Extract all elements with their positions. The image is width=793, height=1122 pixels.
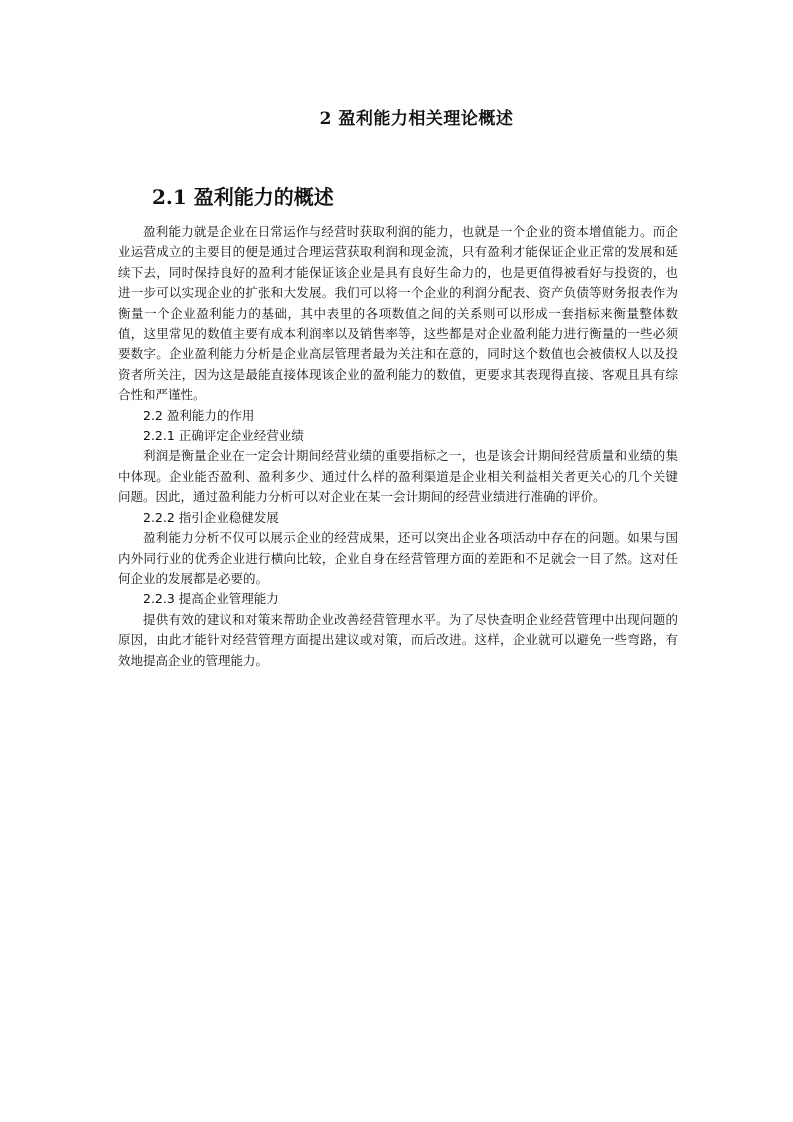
chapter-title: 2 盈利能力相关理论概述 [319, 109, 514, 129]
paragraph-profitability-overview: 盈利能力就是企业在日常运作与经营时获取利润的能力，也就是一个企业的资本增值能力。而企业运营成立的主要目的便是通过合理运营获取利润和现金流，只有盈利才能保证企业正常的发展和延续下去，同时保持良好的盈利才能保证该企业是具有良好生命力的，也是更值得被看好与投资的，也进一步可以实现企业的扩张和大发展。我们可以将一个企业的利润分配表、资产负债等财务报表作为衡量一个企业盈利能力的基础，其中表里的各项数值之间的关系则可以形成一套指标来衡量整体数值，这里常见的数值主要有成本利润率以及销售率等，这些都是对企业盈利能力进行衡量的一些必须要数字。企业盈利能力分析是企业高层管理者最为关注和在意的，同时这个数值也会被债权人以及投资者所关注，因为这是最能直接体现该企业的盈利能力的数值，更要求其表现得直接、客观且具有综合性和严谨性。 [118, 224, 678, 403]
paragraph-business-performance: 利润是衡量企业在一定会计期间经营业绩的重要指标之一，也是该会计期间经营质量和业绩的集中体现。企业能否盈利、盈利多少、通过什么样的盈利渠道是企业相关利益相关者更关心的几个关键问题。因此，通过盈利能力分析可以对企业在某一会计期间的经营业绩进行准确的评价。 [118, 448, 678, 505]
section-heading-2-2: 2.2 盈利能力的作用 [143, 407, 255, 423]
subsection-heading-2-2-1: 2.2.1 正确评定企业经营业绩 [143, 428, 304, 444]
paragraph-management-capability: 提供有效的建议和对策来帮助企业改善经营管理水平。为了尽快查明企业经营管理中出现问题的原因，由此才能针对经营管理方面提出建议或对策，而后改进。这样，企业就可以避免一些弯路，有效地提高企业的管理能力。 [118, 611, 678, 668]
document-body [118, 222, 678, 671]
section-title-2-1: 2.1 盈利能力的概述 [152, 185, 334, 209]
paragraph-steady-development: 盈利能力分析不仅可以展示企业的经营成果，还可以突出企业各项活动中存在的问题。如果与国内外同行业的优秀企业进行横向比较，企业自身在经营管理方面的差距和不足就会一目了然。这对任何企业的发展都是必要的。 [118, 530, 678, 586]
subsection-heading-2-2-3: 2.2.3 提高企业管理能力 [143, 591, 279, 607]
subsection-heading-2-2-2: 2.2.2 指引企业稳健发展 [143, 509, 279, 525]
